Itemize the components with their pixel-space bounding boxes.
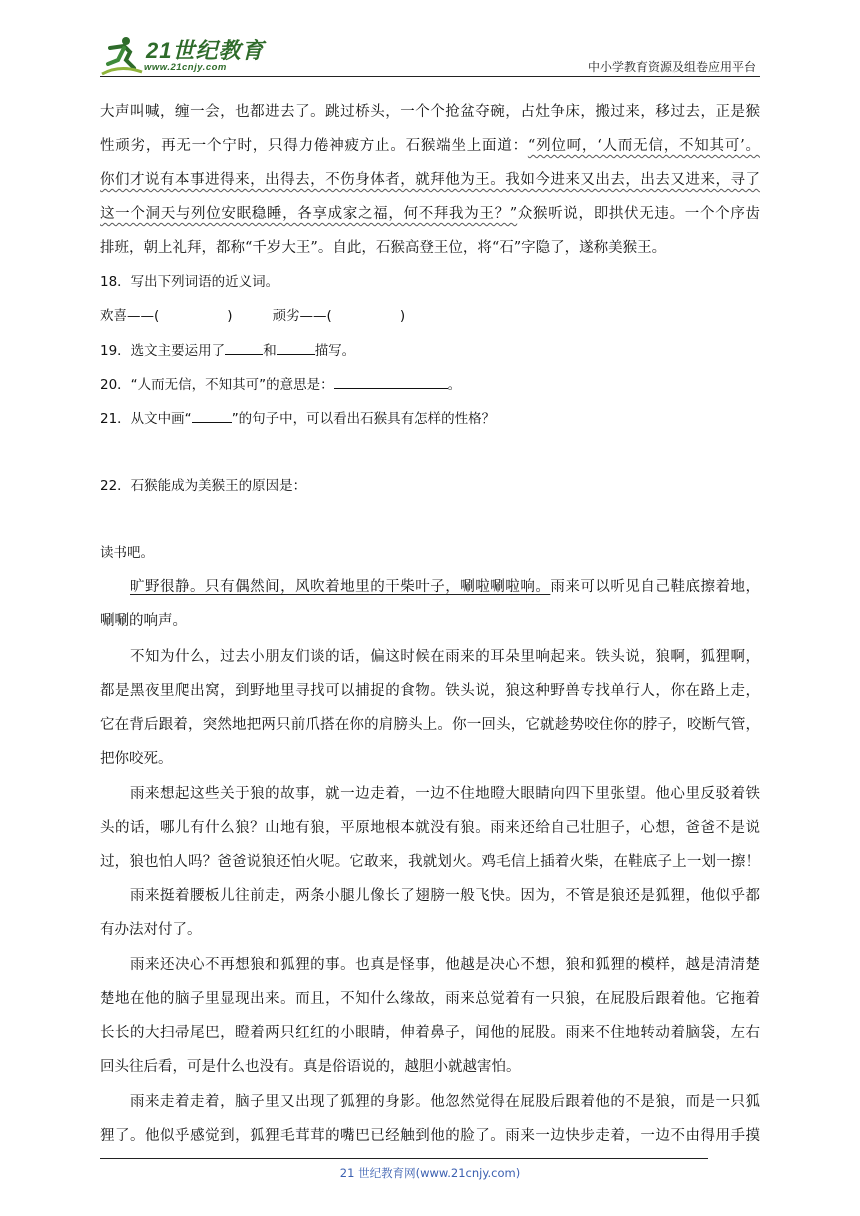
wavy-underlined-text: “列位呵，‘人而无信，不知其可’。: [527, 138, 760, 154]
passage1-line: 大声叫喊，缠一会，也都进去了。跳过桥头，一个个抢盆夺碗，占灶争床，搬过来，移过去，正是猴: [100, 104, 760, 120]
plain-text: 众猴听说，即拱伏无违。一个个序齿: [517, 206, 760, 222]
question-18: 18．写出下列词语的近义词。: [100, 274, 280, 290]
question-18-blanks: [100, 306, 405, 326]
platform-name: 中小学教育资源及组卷应用平台: [587, 60, 756, 74]
paren-close: ): [399, 308, 406, 324]
passage2-line: 楚地在他的脑子里显现出来。而且，不知什么缘故，雨来总觉着有一只狼，在屁股后跟着他。它拖着: [100, 991, 760, 1007]
question-text: 。: [447, 377, 462, 393]
section-title: 读书吧。: [100, 545, 154, 561]
passage2-line: 雨来走着走着，脑子里又出现了狐狸的身影。他忽然觉得在屁股后跟着他的不是狼，而是一只狐: [130, 1094, 760, 1110]
passage2-line: 把你咬死。: [100, 751, 173, 767]
passage2-line: 雨来还决心不再想狼和狐狸的事。也真是怪事，他越是决心不想，狼和狐狸的模样，越是清清楚: [130, 957, 760, 973]
wavy-underlined-text: 你们才说有本事进得来，出得去，不伤身体者，就拜他为王。我如今进来又出去，出去又进来，寻了: [100, 172, 760, 188]
question-text: 19．选文主要运用了: [100, 343, 226, 359]
passage2-line: 回头往后看，可是什么也没有。真是俗语说的，越胆小就越害怕。: [100, 1059, 521, 1075]
answer-blank[interactable]: [277, 340, 315, 355]
passage2-line: 长长的大扫帚尾巴，瞪着两只红红的小眼睛，伸着鼻子，闻他的屁股。雨来不住地转动着脑袋，左右: [100, 1025, 760, 1041]
question-20: [100, 374, 461, 394]
passage2-line: 雨来挺着腰板儿往前走，两条小腿儿像长了翅膀一般飞快。因为，不管是狼还是狐狸，他似乎都: [130, 888, 760, 904]
site-logo[interactable]: [100, 34, 270, 78]
passage2-line: 有办法对付了。: [100, 922, 202, 938]
passage2-line: 不知为什么，过去小朋友们谈的话，偏这时候在雨来的耳朵里响起来。铁头说，狼啊，狐狸啊，: [130, 649, 760, 665]
passage1-line: [100, 170, 760, 190]
logo-text: 21世纪教育: [146, 38, 265, 63]
plain-text: 性顽劣，再无一个宁时，只得力倦神疲方止。石猴端坐上面道：: [100, 138, 528, 154]
underline-marker: [192, 408, 232, 423]
passage1-line: 排班，朝上礼拜，都称“千岁大王”。自此，石猴高登王位，将“石”字隐了，遂称美猴王。: [100, 240, 667, 256]
passage1-line: [100, 136, 760, 156]
answer-blank[interactable]: [334, 374, 448, 389]
passage2-line: 过，狼也怕人吗？爸爸说狼还怕火呢。它敢来，我就划火。鸡毛信上插着火柴，在鞋底子上一划一擦！: [100, 854, 760, 870]
word-prompt: 欢喜——(: [100, 308, 160, 324]
logo-url: www.21cnjy.com: [144, 62, 227, 73]
wavy-underlined-text: 这一个洞天与列位安眠稳睡，各享成家之福，何不拜我为王？”: [100, 206, 518, 222]
underlined-text: 旷野很静。只有偶然间，风吹着地里的干柴叶子，唰啦唰啦响。: [130, 579, 551, 595]
page-header: [100, 28, 760, 80]
question-text: 21．从文中画“: [100, 411, 192, 427]
question-19: [100, 340, 355, 360]
passage2-line: 头的话，哪儿有什么狼？山地有狼，平原地根本就没有狼。雨来还给自己壮胆子，心想，爸爸不是说: [100, 820, 760, 836]
footer-link[interactable]: 21 世纪教育网(www.21cnjy.com): [339, 1166, 521, 1180]
question-text: 和: [263, 343, 277, 359]
passage2-line: 雨来想起这些关于狼的故事，就一边走着，一边不住地瞪大眼睛向四下里张望。他心里反驳着铁: [130, 786, 760, 802]
word-prompt: 顽劣——(: [272, 308, 332, 324]
footer-divider: [100, 1158, 708, 1159]
answer-blank[interactable]: [225, 340, 263, 355]
question-text: 20．“人而无信，不知其可”的意思是：: [100, 377, 334, 393]
passage2-line: 都是黑夜里爬出窝，到野地里寻找可以捕捉的食物。铁头说，狼这种野兽专找单行人，你在路上走，: [100, 683, 760, 699]
passage2-line: [130, 577, 760, 597]
passage2-line: 狸了。他似乎感觉到，狐狸毛茸茸的嘴巴已经触到他的脸了。雨来一边快步走着，一边不由得用手摸: [100, 1128, 760, 1144]
passage2-line: 唰唰的响声。: [100, 613, 187, 629]
question-22: 22．石猴能成为美猴王的原因是：: [100, 478, 307, 494]
plain-text: 雨来可以听见自己鞋底擦着地，: [550, 579, 761, 595]
passage2-line: 它在背后跟着，突然地把两只前爪搭在你的肩膀头上。你一回头，它就趁势咬住你的脖子，咬断气管，: [100, 717, 760, 733]
passage1-line: [100, 204, 760, 224]
question-text: ”的句子中，可以看出石猴具有怎样的性格？: [231, 411, 496, 427]
paren-close: ): [227, 308, 233, 324]
header-divider: [100, 76, 760, 77]
question-text: 描写。: [314, 343, 356, 359]
runner-logo-icon: [100, 34, 144, 78]
question-21: [100, 408, 495, 428]
